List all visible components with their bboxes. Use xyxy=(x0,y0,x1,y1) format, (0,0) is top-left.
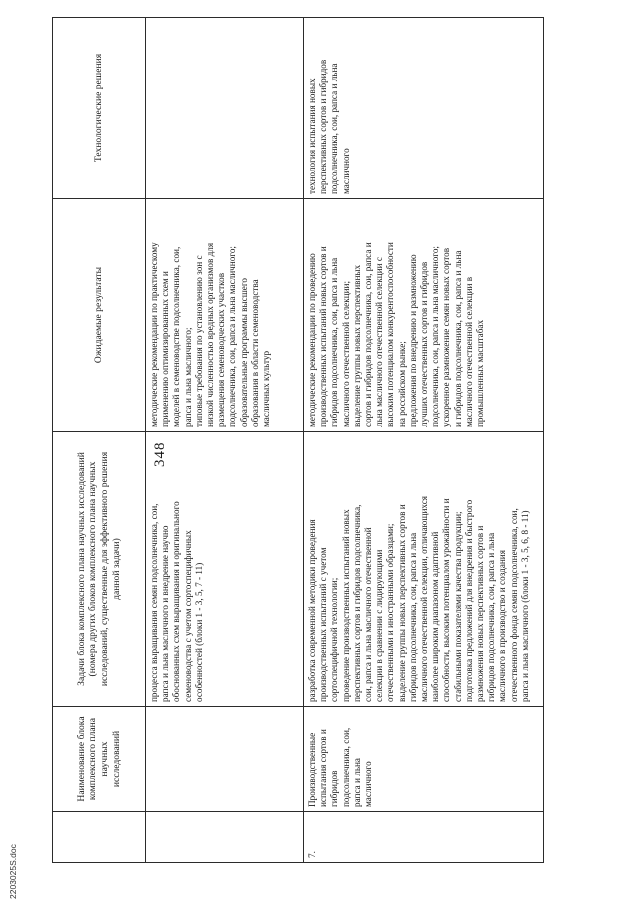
header-block-name: Наименование блока комплексного плана научных исследований xyxy=(53,707,146,812)
header-results: Ожидаемые результаты xyxy=(53,199,146,432)
row-tasks: процесса выращивания семян подсолнечника, сои, рапса и льна масличного и внедрение научно обоснованных схем выращивания и оригинального семеноводства с учетом сортоспецифичных особенностей (блоки 1 - 3, 5, 7 - 11) xyxy=(146,432,304,707)
row-num: 7. xyxy=(304,812,544,863)
row-results: методические рекомендации по проведению производственных испытаний новых сортов и гибридов подсолнечника, сои, рапса и льна масличного отечественной селекции; выделение группы новых перспективных сортов и гибридов подсолнечника, сои, рапса и льна масличного отечественной селекции с высоким потенциалом конкурентоспособности на российском рынке; предложения по внедрению и размножению лучших отечественных сортов и гибридов подсолнечника, сои, рапса и льна масличного; ускоренное размножение семян новых сортов и гибридов подсолнечника, сои, рапса и льна масличного отечественной селекции в промышленных масштабах xyxy=(304,199,544,432)
row-results: методические рекомендации по практическому применению оптимизированных схем и моделей в семеноводстве подсолнечника, сои, рапса и льна масличного; типовые требования по установлению зон с низкой численностью вредных организмов для размещения семеноводческих участков подсолнечника, сои, рапса и льна масличного; образовательные программы высшего образования в области семеноводства масличных культур xyxy=(146,199,304,432)
plan-table xyxy=(52,17,544,863)
header-tasks: Задачи блока комплексного плана научных исследований (номера других блоков комплексного плана научных исследований, существенные для эффективного решения данной задачи) xyxy=(53,432,146,707)
row-tasks: разработка современной методики проведения производственных испытаний с учетом сортоспецифичной технологии; проведение производственных испытаний новых перспективных сортов и гибридов подсолнечника, сои, рапса и льна масличного отечественной селекции в сравнении с лидирующими отечественными и иностранными образцами; выделение группы новых перспективных сортов и гибридов подсолнечника, сои, рапса и льна масличного отечественной селекции, отличающихся наиболее широким диапазоном адаптивной способности, высоким потенциалом урожайности и стабильными показателями качества продукции; подготовка предложений для внедрения и быстрого размножения новых перспективных сортов и гибридов подсолнечника, сои, рапса и льна масличного в производство и создания отечественного фонда семян подсолнечника, сои, рапса и льна масличного (блоки 1 - 3, 5, 6, 8 - 11) xyxy=(304,432,544,707)
table-row xyxy=(146,18,304,863)
row-tech: технология испытания новых перспективных сортов и гибридов подсолнечника, сои, рапса и льна масличного xyxy=(304,18,544,199)
page-number: 348 xyxy=(152,441,168,467)
header-num xyxy=(53,812,146,863)
table-header-row xyxy=(53,18,146,863)
header-tech: Технологические решения xyxy=(53,18,146,199)
doc-id: 2203025S.doc xyxy=(8,844,18,899)
row-num xyxy=(146,812,304,863)
row-block-name xyxy=(146,707,304,812)
row-tech xyxy=(146,18,304,199)
row-block-name: Производственные испытания сортов и гибридов подсолнечника, сои, рапса и льна масличного xyxy=(304,707,544,812)
table-row xyxy=(304,18,544,863)
